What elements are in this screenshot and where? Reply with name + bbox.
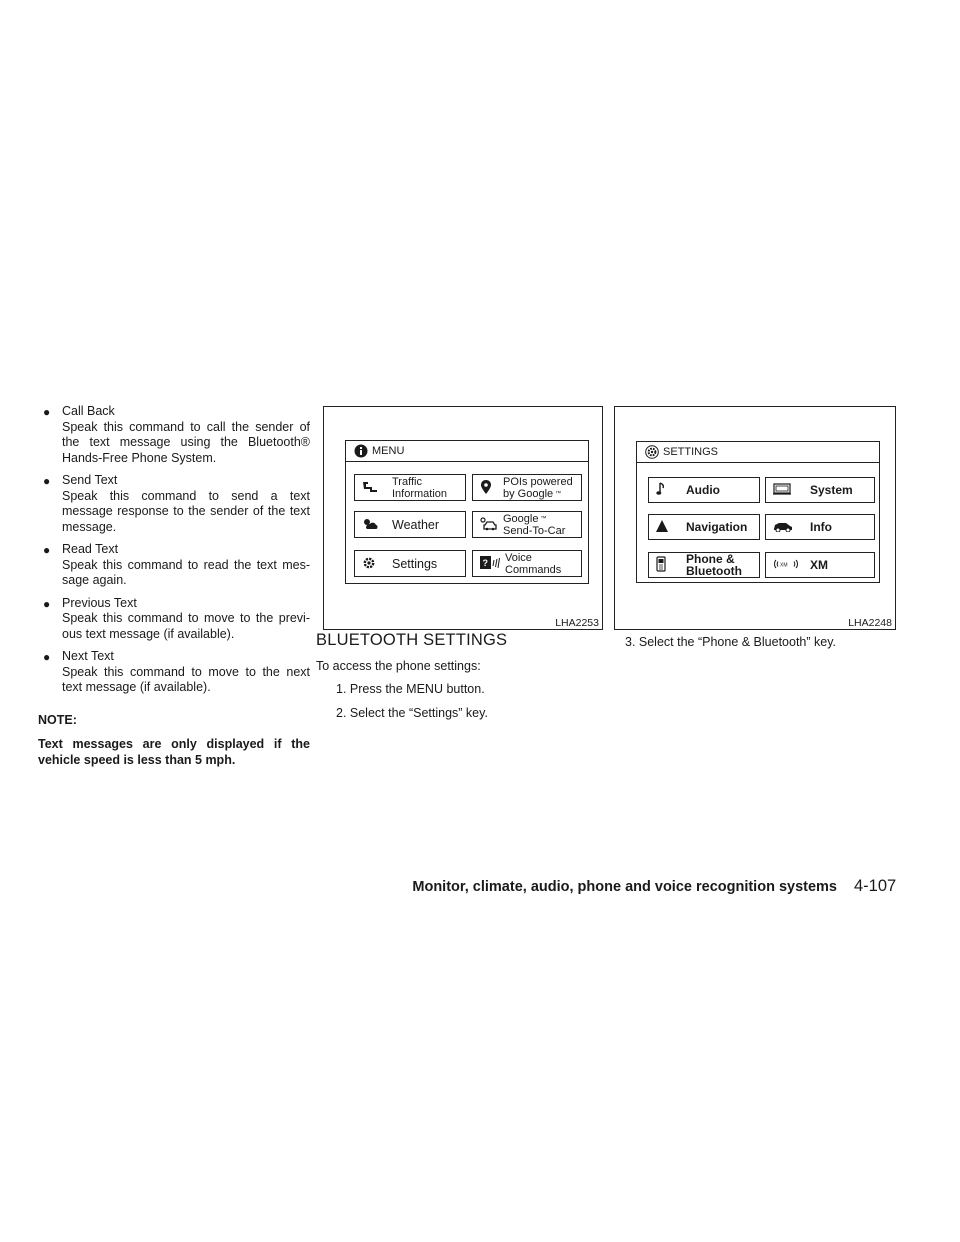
- menu-figure: [323, 406, 603, 630]
- menu-screen: [345, 440, 589, 584]
- list-item: [38, 404, 310, 466]
- voice-command-icon: [480, 556, 500, 572]
- list-item: [38, 649, 310, 696]
- send-to-car-icon: [480, 517, 498, 533]
- audio-key[interactable]: [648, 477, 760, 503]
- list-item: [38, 542, 310, 589]
- weather-icon: [362, 518, 378, 532]
- list-item: [38, 596, 310, 643]
- item-title: Previous Text: [62, 595, 137, 610]
- item-title: Send Text: [62, 473, 118, 487]
- left-column: [38, 404, 310, 768]
- bullet: ●: [43, 543, 51, 557]
- settings-figure: [614, 406, 896, 630]
- bullet: ●: [43, 596, 51, 611]
- figure-code: LHA2253: [555, 617, 599, 629]
- step-3: 3. Select the “Phone & Bluetooth” key.: [625, 635, 837, 649]
- monitor-icon: [773, 483, 791, 497]
- key-label: System: [810, 483, 853, 497]
- trademark: ™: [555, 490, 562, 497]
- key-label-line2: by Google: [503, 487, 554, 500]
- key-label: [503, 476, 573, 500]
- key-label-line1: Phone &: [686, 552, 735, 566]
- item-description: Speak this command to send a text message response to the sender of the text message.: [62, 488, 310, 534]
- key-label-line1: POIs powered: [503, 475, 573, 488]
- pois-google-key[interactable]: [472, 474, 582, 501]
- step-2: 2. Select the “Settings” key.: [336, 705, 488, 720]
- voice-commands-key[interactable]: [472, 550, 582, 577]
- item-description: Speak this command to move to the previ- ous text message (if available).: [62, 611, 310, 641]
- list-item: [38, 473, 310, 535]
- page-number: 4-107: [854, 877, 897, 895]
- key-label-line2: Bluetooth: [686, 564, 742, 578]
- music-note-icon: [656, 482, 666, 498]
- weather-key[interactable]: [354, 511, 466, 538]
- right-column: [625, 635, 895, 651]
- section-heading: BLUETOOTH SETTINGS: [316, 631, 508, 649]
- navigation-key[interactable]: [648, 514, 760, 540]
- key-label-line1: Traffic: [392, 475, 422, 488]
- key-label: [392, 476, 447, 500]
- gear-icon: [362, 556, 376, 572]
- section-intro: To access the phone settings:: [316, 658, 481, 673]
- menu-title: MENU: [372, 445, 405, 457]
- key-label-line1: Voice: [505, 551, 532, 564]
- info-key[interactable]: [765, 514, 875, 540]
- middle-column: [316, 633, 598, 729]
- phone-bluetooth-key[interactable]: [648, 552, 760, 578]
- footer-chapter-title: Monitor, climate, audio, phone and voice recognition systems: [412, 879, 837, 895]
- settings-key[interactable]: [354, 550, 466, 577]
- satellite-radio-icon: [773, 559, 799, 571]
- gear-icon: [645, 445, 659, 459]
- svg-text:?: ?: [482, 557, 488, 568]
- xm-key[interactable]: [765, 552, 875, 578]
- figure-code: LHA2248: [848, 617, 892, 629]
- note-text: Text messages are only displayed if the vehicle speed is less than 5 mph.: [38, 737, 310, 767]
- key-label: [503, 513, 565, 537]
- bullet: ●: [43, 405, 51, 419]
- key-label-line2: Send-To-Car: [503, 524, 566, 537]
- note-label: NOTE:: [38, 712, 77, 727]
- step-1: 1. Press the MENU button.: [336, 682, 485, 696]
- settings-screen: [636, 441, 880, 583]
- key-label: Navigation: [686, 520, 748, 534]
- pin-icon: [481, 480, 491, 496]
- navigation-arrow-icon: [656, 520, 668, 534]
- car-icon: [773, 520, 793, 534]
- bullet: ●: [43, 650, 51, 664]
- google-send-to-car-key[interactable]: [472, 511, 582, 538]
- settings-title: SETTINGS: [663, 446, 719, 458]
- info-icon: [354, 444, 368, 458]
- trademark: ™: [540, 515, 547, 522]
- settings-header: [637, 442, 879, 463]
- item-title: Read Text: [62, 542, 119, 556]
- key-label: XM: [810, 558, 828, 572]
- item-title: Next Text: [62, 649, 114, 663]
- key-label-line2: Commands: [505, 563, 562, 576]
- key-label: Info: [810, 520, 832, 534]
- key-label-line1: Google: [503, 512, 539, 525]
- traffic-icon: [362, 480, 378, 496]
- menu-header: [346, 441, 588, 462]
- phone-icon: [656, 556, 666, 574]
- item-description: Speak this command to call the sender of the text message using the Bluetooth® Hands-Free Phone System.: [62, 419, 310, 465]
- item-title: Call Back: [62, 404, 115, 418]
- key-label: Weather: [392, 517, 440, 532]
- key-label: [505, 552, 561, 576]
- svg-text:XM: XM: [780, 562, 788, 569]
- bullet: ●: [43, 474, 51, 488]
- item-description: Speak this command to move to the next text message (if available).: [62, 664, 310, 694]
- system-key[interactable]: [765, 477, 875, 503]
- item-description: Speak this command to read the text mes- sage again.: [62, 557, 310, 587]
- key-label: [686, 553, 742, 577]
- key-label-line2: Information: [392, 487, 448, 500]
- key-label: Settings: [392, 556, 438, 571]
- key-label: Audio: [686, 483, 720, 497]
- traffic-information-key[interactable]: [354, 474, 466, 501]
